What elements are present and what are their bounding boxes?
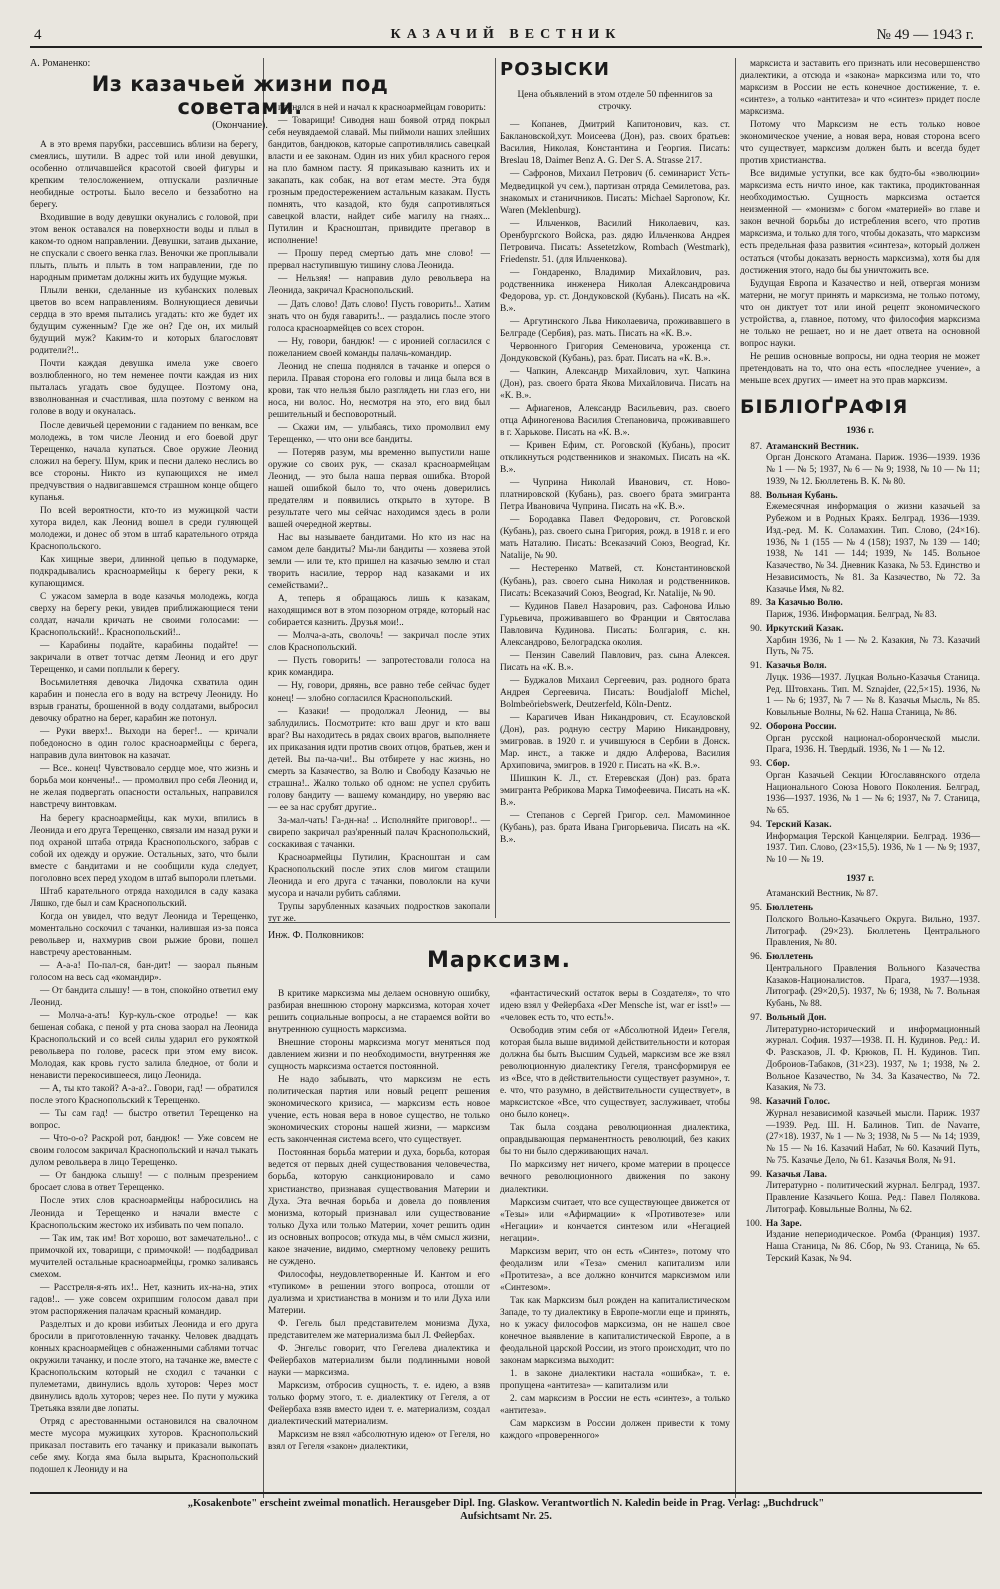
publication-description: Литературно - политический журнал. Белград, 1937. Правление Казачьего Коша. Ред.: Павел Полякова. Литограф. Ковыльные Волны, № 62. bbox=[766, 1181, 980, 1215]
bibliography-entry bbox=[740, 722, 980, 757]
bibliography-entry bbox=[740, 598, 980, 622]
bibliography-entry bbox=[740, 889, 980, 901]
marxism-paragraph: Ф. Энгельс говорит, что Гегелева диалектика и Фейербахов материализм были подлинными новой науки — марксизма. bbox=[268, 1343, 490, 1378]
bibliography-entry bbox=[740, 952, 980, 1011]
story-paragraph: После девичьей церемонии с гаданием по венкам, все молодежь, в том числе Леонид и его боевой друг Терещенко, начала купаться. Свое оружие Леонид сложил на берегу. Шум, крик и песни далеко неслись во все стороны. Никто из купающихся не имел предчувствия о надвигавшемся страшном конце общего купанья. bbox=[30, 420, 258, 503]
story-paragraph: Разделтых и до крови избитых Леонида и его друга бросили в приготовленную тачанку. Человек двадцать конных красноармейцев с обнаженными саблями тотчас окружили тачанку, и после этого, на тачанке же, вместе с Краснопольским который не сходил с тачанки с пулеметами, двинулись вдоль хуторов: Через мост двинулись вдоль хуторов; через нее. По пути у мужика Третьяка взяли две лопаты. bbox=[30, 1319, 258, 1414]
publication-description: Атаманский Вестник, № 87. bbox=[766, 889, 879, 900]
bibliography-year: 1936 г. bbox=[846, 425, 874, 437]
bibliography-entry bbox=[740, 442, 980, 489]
story-paragraph: Леонид не спеша поднялся в тачанке и оперся о перила. Правая сторона его головы и лица была вся в крови, так что нельзя было разглядеть ни глаз его, ни носа, ни волос. Но, несмотря на это, его вид был решительный и бесповоротный. bbox=[268, 361, 490, 420]
marxism-paragraph: марксиста и заставить его признать или несовершенство диалектики, а отсюда и «закона» марксизма или то, что марксизм в России не есть конечное достижение, т. е. «синтез», а только «антитеза» и что «синтез» придет после марксизма. bbox=[740, 59, 980, 118]
entry-text bbox=[766, 1013, 980, 1095]
publication-description: Орган Казачьей Секции Югославянского отдела Национального Союза Нового Поколения. Белград, 1936—1937. 1936, № 1 — № 6; 1937, № 7. Станица, № 65. bbox=[766, 770, 980, 817]
wanted-list bbox=[500, 119, 730, 846]
marxism-paragraph: По марксизму нет ничего, кроме материи в процессе вечного революционного движения по закону диалектики. bbox=[500, 1160, 730, 1195]
story-paragraph: — Ну, говори, бандюк! — с иронией согласился с пожеланием своей команды палачь-командир. bbox=[268, 336, 490, 359]
wanted-entry: — Нестеренко Матвей, ст. Константиновской (Кубань), раз. своего сына Николая и родственников. Писать: Всеказачий Союз, Beograd, Kr. Natalije, № 90. bbox=[500, 564, 730, 599]
story-paragraph: — Так им, так им! Вот хорошо, вот замечательно!.. с примочкой их, товарищи, с примочкой! — подбадривал мучителей остальные красноармейцы, громко заливаясь смехом. bbox=[30, 1233, 258, 1280]
publication-description: Ежемесячная информация о жизни казачьей за Рубежом и в Родных Краях. Белград. 1936—1939. Изд.-ред. М. К. Соламахин. Тип. Слово, (24×16). 1936, № 1 (155 — № 4 (158); 1937, № 139 — 140; 1938, № 141 — 144; 1939, № 145. Вольное Казачество, № 34. Дневник Казака, № 53. Единство и Независимость, № 81. За Казачество, № 72. За Казачье Имя, № 82. bbox=[766, 502, 980, 595]
marxism-paragraph: Внешние стороны марксизма могут меняться под давлением жизни и по необходимости, внутренняя же сущность марксизма остается постоянной. bbox=[268, 1038, 490, 1073]
marxism-paragraph: Ф. Гегель был представителем монизма Духа, представителем же материализма был Л. Фейербах. bbox=[268, 1318, 490, 1341]
story-paragraph: Почти каждая девушка имела уже своего возлюбленного, но тем неменее почти каждая из них пыталась угадать свое будущее. Поэтому она, взволнованная и счастливая, шла поэтому с венком на голове в воду и окуналась. bbox=[30, 359, 258, 418]
story-column-2 bbox=[268, 58, 490, 925]
imprint-line: „Kosakenbote" erscheint zweimal monatlich. Herausgeber Dipl. Ing. Glaskow. Verantwortlich N. Kaledin beide in Prag. Verlag: „Buchdruck" bbox=[187, 1498, 825, 1509]
story-paragraph: — Ну, говори, дряянь, все равно тебе сейчас будет конец! — злобно согласился Краснопольский. bbox=[268, 681, 490, 704]
story-title: Из казачьей жизни под советами. bbox=[91, 71, 389, 119]
publication-description: Орган Донского Атамана. Париж. 1936—1939. 1936 № 1 — № 5; 1937, № 6 — № 9; 1938, № 10 — № 11; 1939, № 12. Бюллетень В. К. № 80. bbox=[766, 453, 980, 487]
entry-text bbox=[766, 759, 980, 818]
bibliography-entry bbox=[740, 1013, 980, 1095]
publication-description: Центрального Правления Вольного Казачества Казаков-Националистов. Прага, 1937—1938. Литограф. (29×20,5). 1937, № 6; 1938, № 7. Вольная Кубань, № 88. bbox=[766, 963, 980, 1010]
story-paragraph: — Расстреля-я-ять их!.. Нет, казнить их-на-на, этих гадов!.. — уже совсем охрипшим голосом давал при этом распоряжения палачам красный командир. bbox=[30, 1282, 258, 1317]
entry-number: 97. bbox=[750, 1012, 762, 1023]
wanted-entry: — Чуприна Николай Иванович, ст. Ново-платнировской (Кубань), раз. своего брата эмигранта Петра Ивановича Чуприна. Писать на «К. В.». bbox=[500, 478, 730, 513]
bibliography-year: 1937 г. bbox=[846, 872, 874, 884]
bibliography-entry bbox=[740, 491, 980, 597]
story-paragraph: — Карабины подайте, карабины подайте! — закричали в ответ тотчас детям Леонид и его друг Терещенко, и сами поплыли к берегу. bbox=[30, 641, 258, 676]
entry-text bbox=[766, 598, 980, 622]
publication-name: Казачья Лава. bbox=[766, 1169, 827, 1180]
story-paragraph: — Руки вверх!.. Выходи на берег!.. — кричали победоносно в один голос красноармейцы с берега, направив дула винтовок на казачат. bbox=[30, 727, 258, 762]
wanted-entry: — Буджалов Михаил Сергеевич, раз. родного брата Андрея Сергеевича. Писать: Boudjaloff Michel, Bolmbeöriebswerk, Deutzerfeld, Köln-Dentz. bbox=[500, 675, 730, 710]
newspaper-name: КАЗАЧИЙ ВЕСТНИК bbox=[390, 27, 622, 42]
entry-number: 95. bbox=[750, 903, 762, 914]
entry-number: 89. bbox=[750, 598, 762, 609]
publication-name: Казачья Воля. bbox=[766, 661, 827, 672]
publication-name: Сбор. bbox=[766, 759, 790, 770]
marxism-continuation bbox=[740, 58, 980, 387]
column-rule bbox=[735, 58, 736, 1498]
marxism-paragraph: Марксизм верит, что он есть «Синтез», потому что феодализм или «Теза» сменил капитализм или «Протитеза», а все должно кончится марксизмом или «Синтезом». bbox=[500, 1246, 730, 1293]
bibliography-entry bbox=[740, 820, 980, 867]
marxism-paragraph: Не решив основные вопросы, ни одна теория не может претендовать на то, что она есть «последнее учение», а меньше всех других — имеет на это прав марксизм. bbox=[740, 351, 980, 386]
entry-number: 98. bbox=[750, 1097, 762, 1108]
marxism-paragraph: Марксизм, отбросив сущность, т. е. идею, а взяв только форму этого, т. е. диалектику от Гегеля, а от Фейербаха взяв вместо идеи т. е. материализм, создал диалектический материализм. bbox=[268, 1381, 490, 1428]
wanted-title: РОЗЫСКИ bbox=[500, 59, 610, 80]
entry-text bbox=[766, 889, 980, 901]
story-paragraph: — Что-о-о? Раскрой рот, бандюк! — Уже совсем не своим голосом закричал Краснопольский и начал тыкать дулом револьвера в лицо Терещенко. bbox=[30, 1134, 258, 1169]
story-paragraph: — А, ты кто такой? А-а-а?.. Говори, гад! — обратился после этого Краснопольский к Терещенко. bbox=[30, 1084, 258, 1107]
entry-text bbox=[766, 491, 980, 597]
wanted-entry: Червонного Григория Семеновича, уроженца ст. Дондуковской (Кубань), раз. брат. Писать на «К. В.». bbox=[500, 341, 730, 364]
marxism-byline: Инж. Ф. Полковников: bbox=[268, 930, 365, 941]
wanted-entry: — Сафронов, Михаил Петрович (б. семинарист Усть-Медведицкой уч сем.), партизан отряда Семилетова, раз. знакомых и станичников. Писать: Michael Sapronow, Kr. Waren (Meklenburg). bbox=[500, 169, 730, 216]
entry-text bbox=[766, 1219, 980, 1266]
publication-name: Вольный Дон. bbox=[766, 1012, 827, 1023]
marxism-paragraph: Так была создана революционная диалектика, оправдывающая перманентность революций, без каких бы то ни было сдерживающих начал. bbox=[500, 1123, 730, 1158]
entry-text bbox=[766, 722, 980, 757]
story-paragraph: Штаб карательного отряда находился в саду казака Ляшко, где был и сам Краснопольский. bbox=[30, 886, 258, 909]
story-paragraph: поднялся в ней и начал к красноармейцам говорить: bbox=[278, 103, 486, 113]
bibliography-entry bbox=[740, 1097, 980, 1168]
story-paragraph: За-мал-чать! Га-дн-на! .. Исполняйте приговор!.. — свирепо закричал раз'яренный палач Краснопольский, соскакивая с тачанки. bbox=[268, 815, 490, 850]
publication-description: Журнал независимой казачьей мысли. Париж. 1937—1939. Ред. Ш. Н. Балинов. Тип. de Navarre, (27×18). 1937, № 1 — № 3; 1938, № 5 — № 14; 1939, № 15 — № 16. Казачий Набат, № 60. Казачий Путь, № 75. Казачье Дело, № 61. Казачья Воля, № 91. bbox=[766, 1108, 980, 1166]
story-paragraph: — Дать слово! Дать слово! Пусть говорить!.. Хатим знать что он будя гаварить!.. — раздались после этого голоса красноармейцев со всех сторон. bbox=[268, 299, 490, 334]
story-paragraph: — Нельзяя! — направив дуло револьвера на Леонида, закричал Краснопольский. bbox=[268, 274, 490, 297]
marxism-paragraph: Философы, неудовлетворенные И. Кантом и его «тупиком» в решении этого вопроса, отошли от дуализма и христианства в монизм и то или Духа или Материи. bbox=[268, 1269, 490, 1316]
story-paragraph: — А-а-а! По-пал-ся, бан-дит! — заорал пьяным голосом на весь сад «командир». bbox=[30, 960, 258, 983]
entry-number: 100. bbox=[745, 1218, 762, 1229]
story-paragraph: — Казаки! — продолжал Леонид, — вы заблудились. Посмотрите: кто ваш друг и кто ваш враг? Вы находитесь в рядах своих врагов, выполняете их приказания идти против своих отцов, братьев, жен и детей. Вы па-ча-чи!.. Вы отбирете у нас жизнь, но смерть за Казачество, за Волю и Свободу Казачью не страшна!.. Жалко только об одном: не успел срубить голову бандиту — вашему командиру, но уверяю вас — ее за нас срубят другие.. bbox=[268, 706, 490, 813]
entry-number: 94. bbox=[750, 819, 762, 830]
story-paragraph: По всей вероятности, кто-то из мужицкой части хутора видел, как Леонид вошел в среди гуляющей молодежи, и донес об этом в штаб карательного отряда Краснопольского. bbox=[30, 505, 258, 552]
bibliography-entry bbox=[740, 661, 980, 720]
publication-description: Литературно-исторический и информационный журнал. София. 1937—1938. П. Н. Кудинов. Ред.: И. Ф. Разсказов, Л. Ф. Крюков, П. Н. Кудинов. Тип. Доброиов-Табаков, (31×23). 1937, № 1; 1938, № 2. Вольное Казачество, № 34. За Казачество, № 72. Казакия, № 73. bbox=[766, 1024, 980, 1094]
wanted-entry: — Пензин Савелий Павлович, раз. сына Алексея. Писать на «К. В.». bbox=[500, 650, 730, 673]
entry-text bbox=[766, 442, 980, 489]
entry-number: 88. bbox=[750, 490, 762, 501]
publication-description: Полского Вольно-Казачьего Округа. Вильно, 1937. Литограф. (29×23). Бюллетень Центрального Правления, № 80. bbox=[766, 914, 980, 949]
entry-text bbox=[766, 820, 980, 867]
story-paragraph: Как хищные звери, длинной цепью в подумарке, подкрадывались красноармейцы к берегу реки, к купающимся. bbox=[30, 554, 258, 589]
wanted-entry: — Копанев, Дмитрий Капитонович, каз. ст. Баклановской,хут. Моисеева (Дон), раз. своих братьев: Василия, Николая, Константина и Георгия. Писать: Breslau 18, Daimer Benz A. G. Der S. A. Strasse 217. bbox=[500, 120, 730, 167]
entry-text bbox=[766, 661, 980, 720]
imprint-footer bbox=[30, 1492, 982, 1523]
wanted-entry: Шишкин К. Л., ст. Етеревская (Дон) раз. брата эмигранта Ребрикова Марка Тимофеевича. Писать на «К. В.». bbox=[500, 774, 730, 809]
entry-text bbox=[766, 1097, 980, 1168]
marxism-column-2 bbox=[500, 988, 730, 1498]
marxism-paragraph: Марксизм не взял «абсолютную идею» от Гегеля, но взял от Гегеля «закон» диалектики, bbox=[268, 1430, 490, 1453]
marxism-paragraph: Сам марксизм в России должен привести к тому каждого «проверенного» bbox=[500, 1419, 730, 1442]
right-column bbox=[740, 58, 980, 1498]
story-paragraph: — Скажи им, — улыбаясь, тихо промолвил ему Терещенко, — что они все бандиты. bbox=[268, 422, 490, 445]
entry-number: 87. bbox=[750, 441, 762, 452]
page-number: 4 bbox=[34, 27, 42, 43]
marxism-paragraph: 2. сам марксизм в России не есть «синтез», а только «антитеза». bbox=[500, 1394, 730, 1417]
story-paragraph: После этих слов красноармейцы набросились на Леонида и Терещенко и начали вместе с Краснопольским жестоко их избивать по чем попало. bbox=[30, 1196, 258, 1231]
wanted-entry: — Бородавка Павел Федорович, ст. Роговской (Кубань), раз. своего сына Григория, рожд. в 1918 г. и его мать Наталию. Писать: Всеказачий Союз, Beograd, Kr. Natalije, № 90. bbox=[500, 515, 730, 562]
story-paragraph: Когда он увидел, что ведут Леонида и Терещенко, моментально соскочил с тачанки, налившая из-за пояса револьвер и, нахмурив свои рыжие брови, пошел навстречу арестованным. bbox=[30, 911, 258, 958]
entry-number bbox=[740, 889, 766, 901]
wanted-entry: — Карагичев Иван Никандрович, ст. Есауловской (Дон), раз. родную сестру Марию Никандровну, эмигровав. в 1920 г. и учившуюся в Сербии в Донск. Мар. инст., а также и дядю Алферова, Василия Архиповича, эмигров. в 1920 г. Писать на «К. В.». bbox=[500, 712, 730, 771]
marxism-paragraph: Так как Марксизм был рожден на капиталистическом Западе, то ту диалектику в Европе-могли еще и принять, но к ужасу философов марксизма, он не нашел свое конечное выявление в капиталистической Европе, а в феодальной царской России, из этого происходит, что по законам марксизма выходит: bbox=[500, 1295, 730, 1366]
marxism-paragraph: Освободив этим себя от «Абсолютной Идеи» Гегеля, которая была выше видимой действительности и которая должна бы быть Высшим Судьей, марксизм все же взял революционную диалектику Гегеля, трансформируя ее из «Все, что в действительности существует разумно», т. е. что, что разумно, в действительности существует», в марксистское «Все, что существует, заслуживает, чтобы оно было конец». bbox=[500, 1026, 730, 1121]
masthead bbox=[30, 26, 982, 48]
story-paragraph: Красноармейцы Путилин, Красноштан и сам Краснопольский после этих слов мигом стащили Леонида и его друга с тачанки, поволокли на кучи мусора и начали рубить саблями. bbox=[268, 852, 490, 899]
story-paragraph: — Товарищи! Сиводня наш боявой отряд покрыл себя неувядаемой славай. Мы пиймоли наших злейших бандитов, бандюков, каторые сапротивлялись савецкай власти и ее законам. Один из них убил красного героя на пло бамном пасту. Я приказываю казнить их и закапать, как собак, на вот етам месте. Эта будя грозным предостережением астальным казакам. Пусть помнять, что казадой, кто будя сапротивляться савецкой власти, найдет сибе магилу на гнаях... Путилин и Красноштан, привидите прегавор в исполнение! bbox=[268, 116, 490, 247]
story-text bbox=[30, 139, 258, 1476]
publication-name: Терский Казак. bbox=[766, 819, 832, 830]
bibliography-entry bbox=[740, 759, 980, 818]
bibliography-entry bbox=[740, 1170, 980, 1217]
story-paragraph: — От бандюка слышу! — с полным презрением бросает слова в ответ Терещенко. bbox=[30, 1171, 258, 1194]
story-paragraph: Отряд с арестованными остановился на свалочном месте мусора мужицких хуторов. Краснопольский приказал поставить его тачанку и приказали выкопать себе яму. Когда яма была вырыта, Краснопольский подошел к Леониду и на bbox=[30, 1417, 258, 1476]
column-rule bbox=[495, 58, 496, 918]
wanted-price-note: Цена объявлений в этом отделе 50 пфеннигов за строчку. bbox=[517, 90, 713, 113]
story-paragraph: А в это время парубки, рассевшись вблизи на берегу, смеялись, шутили. В адрес той или иной девушки, особенно отличавшейся красотой своей фигуры и крепким телосложением, отпускали различные необидные остроты. Было весело и беззаботно на берегу. bbox=[30, 139, 258, 210]
story-paragraph: С ужасом замерла в воде казачья молодежь, когда сверху на берегу реки, увидев приближающиеся тени солдат, начали кричать не своими голосами: — Краснопольский!.. Краснопольский!.. bbox=[30, 591, 258, 639]
marxism-paragraph: Постоянная борьба материи и духа, борьба, которая ведется от первых дней существования человечества, борьба, которую санкционировало и само христианство, признавая существования Материи и Духа. Эта вечная борьба и довела до появления монизма, который признавал или существование только Духа или только Материи, хочет решить один из основных вопросов; откуда мы, в чём смысл жизни, какое значение, видимо, смертному человеку решить не суждено. bbox=[268, 1148, 490, 1267]
publication-name: Казачий Голос. bbox=[766, 1097, 831, 1108]
story-paragraph: Плыли венки, сделанные из кубанских полевых цветов во всем направлениям. Волнующиеся девичьи сердца в это время пытались угадать: кто же будет их будущим суженным? Где же он? Где он, их милый будущий муж? Каким-то и которых благословят родители?!.. bbox=[30, 286, 258, 357]
wanted-entry: — Аргутинского Льва Николаевича, проживавшего в Белграде (Сербия), раз. мать. Писать на «К. В.». bbox=[500, 316, 730, 339]
story-paragraph: — Молча-а-ать! Кур-куль-ское отродье! — как бешеная собака, с пеной у рта снова заорал на Леонида Краснопольский и со всей силы ударил его рукояткой револьвера по голове, расеск при этом ему висок. Молодая, как кровь густо залила бледное, от боли и ненависти перекосившееся, лицо Леонида. bbox=[30, 1011, 258, 1082]
story-paragraph: — Ты сам гад! — быстро ответил Терещенко на вопрос. bbox=[30, 1109, 258, 1132]
story-paragraph: А, теперь я обращаюсь лишь к казакам, находящимся вот в этом позорном отряде, который нас собирается казнить. Друзья мои!.. bbox=[268, 594, 490, 629]
wanted-column bbox=[500, 58, 730, 918]
bibliography-entry bbox=[740, 1219, 980, 1266]
publication-description: Харбин 1936, № 1 — № 2. Казакия, № 73. Казачий Путь, № 75. bbox=[766, 635, 980, 658]
bibliography-title: БІБЛІОҐРАФІЯ bbox=[740, 395, 909, 418]
story-paragraph: — Потеряв разум, мы временно выпустили наше оружие со своих рук, — сказал красноармейцам Леонид, — это была наша первая ошибка. Второй нашей ошибкой было то, что очень доверились предателям и появились открыто в хуторе. В результате чего мы сейчас находимся здесь в роли вашей очередной жертвы. bbox=[268, 447, 490, 531]
marxism-paragraph: Марксизм считает, что все существующее движется от «Тезы» или «Афирмации» к «Противотезе» или «Негации» и кончается синтезом или «Негацией негации». bbox=[500, 1197, 730, 1244]
story-text bbox=[268, 102, 490, 925]
publication-description: Издание непериодическое. Ромба (Франция) 1937. Наша Станица, № 86. Сбор, № 93. Станица, № 65. Терский Казак, № 94. bbox=[766, 1230, 980, 1264]
story-paragraph: — Пусть говорить! — запротестовали голоса на крик командира. bbox=[268, 656, 490, 679]
wanted-entry: — Афиагенов, Александр Васильевич, раз. своего отца Афиногенова Василия Степановича, проживавшего в г. Харькове. Писать на «К. В.». bbox=[500, 404, 730, 439]
imprint-line: Aufsichtsamt Nr. 25. bbox=[460, 1511, 552, 1523]
story-paragraph: — Все.. конец! Чувствовало сердце мое, что жизнь и борьба мои кончены!.. — промолвил про себя Леонид и, не желая подвергать опасности остальных, направился навстречу винтовкам. bbox=[30, 764, 258, 811]
columns bbox=[30, 58, 982, 1498]
wanted-entry: — Кривен Ефим, ст. Роговской (Кубань), просит откликнуться родственников и знакомых. Писать на «К. В.». bbox=[500, 441, 730, 476]
story-paragraph: Восьмилетняя девочка Лидочка схватила один карабин и понесла его в воду на встречу Леониду. Но взрыв гранаты, брошенной в воду солдатами, выбросил девочку обратно на берег, карабин же потонул. bbox=[30, 678, 258, 725]
publication-description: Луцк. 1936—1937. Луцкая Вольно-Казачья Станица. Ред. Штовхань. Тип. M. Sznajder, (22,5×15). 1936, № 1 — № 6; 1937, № 7 — № 8. Казачья Мысль, № 85. Ковыльные Волны, № 62. Наша Станица, № 86. bbox=[766, 672, 980, 719]
story-paragraph: На берегу красноармейцы, как мухи, впились в Леонида и его друга Терещенко, связали им назад руки и под охраной штаба отряда Краснопольского, забрав с собой их одежду и оружие. Остальных, зато, что были вместе с бандитами и не сообщили куда следует, поголовно всех перед уходом в штаб выпороли плетьми. bbox=[30, 813, 258, 884]
story-paragraph: Трупы зарубленных казачьих подростков закопали тут же. bbox=[268, 902, 490, 925]
wanted-entry: — Чапкин, Александр Михайлович, хут. Чапкина (Дон), раз. своего брата Якова Михайловича. Писать на «К. В.». bbox=[500, 366, 730, 402]
publication-name: Вольная Кубань. bbox=[766, 490, 838, 501]
publication-name: За Казачью Волю. bbox=[766, 598, 843, 609]
entry-number: 90. bbox=[750, 623, 762, 634]
entry-text bbox=[766, 903, 980, 950]
marxism-column-1 bbox=[268, 988, 490, 1498]
entry-number: 96. bbox=[750, 952, 762, 963]
marxism-title: Марксизм. bbox=[427, 948, 571, 973]
marxism-article bbox=[268, 930, 730, 1498]
story-paragraph: — От бандита слышу! — в тон, спокойно ответил ему Леонид. bbox=[30, 985, 258, 1008]
story-subtitle: (Окончание). bbox=[212, 119, 268, 131]
publication-name: На Заре. bbox=[766, 1218, 802, 1229]
story-byline: А. Романенко: bbox=[30, 58, 91, 69]
story-paragraph: — Молча-а-ать, сволочь! — закричал после этих слов Краснопольский. bbox=[268, 631, 490, 654]
publication-name: Иркутский Казак. bbox=[766, 623, 844, 634]
entry-number: 99. bbox=[750, 1169, 762, 1180]
entry-number: 92. bbox=[750, 721, 762, 732]
publication-description: Информация Терской Канцелярии. Белград. 1936—1937. Тип. Слово, (23×15,5). 1936, № 1 — № 9; 1937, № 10 — № 19. bbox=[766, 831, 980, 866]
column-rule bbox=[263, 58, 264, 1498]
marxism-paragraph: Не надо забывать, что марксизм не есть политическая партия или новый рецепт решения экономического кризиса, — марксизм есть новое учение, есть новая вера в новое существо, не только экономических стороны нашей жизни, — марксизм есть законченная система всего, что существует. bbox=[268, 1075, 490, 1146]
marxism-paragraph: Потому что Марксизм не есть только новое экономическое учение, а новая вера, новая сторона всего что существует, марксизм должен быть и всегда будет против христианства. bbox=[740, 120, 980, 167]
wanted-entry: — Степанов с Сергей Григор. сел. Мамоминное (Кубань), раз. брата Ивана Григорьевича. Писать на «К. В.». bbox=[500, 811, 730, 846]
entry-text bbox=[766, 952, 980, 1011]
bibliography-entry bbox=[740, 624, 980, 659]
publication-description: Орган русской национал-оборонческой мысли. Прага, 1936. Н. Твердый. 1936, № 1 — № 12. bbox=[766, 733, 980, 756]
publication-name: Оборона России. bbox=[766, 721, 837, 732]
publication-name: Бюллетень bbox=[766, 903, 813, 914]
wanted-entry: — Гондаренко, Владимир Михайлович, раз. родственника инженера Николая Александровича Федорова, ур. ст. Дондуковской (Кубань). Писать на «К. В.». bbox=[500, 267, 730, 314]
marxism-paragraph: 1. в законе диалектики настала «ошибка», т. е. пропущена «антитеза» — капитализм или bbox=[500, 1368, 730, 1391]
bibliography-list bbox=[740, 425, 980, 1266]
publication-name: Атаманский Вестник. bbox=[766, 441, 859, 452]
entry-text bbox=[766, 1170, 980, 1217]
bibliography-entry bbox=[740, 903, 980, 950]
entry-text bbox=[766, 624, 980, 659]
entry-number: 91. bbox=[750, 661, 762, 672]
marxism-paragraph: Будущая Европа и Казачество и ней, отвергая монизм матерни, не могут принять и марксизма, не только потому, что он диктует тот или иной рецепт экономического устройства, а, главное, потому, что философия марксизма не только не решает, но и не дает ответа на основной вопрос науки. bbox=[740, 278, 980, 349]
story-paragraph: — Прошу перед смертью дать мне слово! — прервал наступившую тишину слова Леонида. bbox=[268, 249, 490, 272]
story-paragraph: Нас вы называете бандитами. Но кто из нас на самом деле бандиты? Мы-ли бандиты — хозяева этой земли — или те, кто пришел на казачью землю и стал творить насилие, террор над казаками и их семействами?.. bbox=[268, 533, 490, 592]
publication-name: Бюллетень bbox=[766, 952, 813, 963]
issue-number: № 49 — 1943 г. bbox=[876, 27, 974, 43]
marxism-paragraph: «фантастический остаток веры в Создателя», то что идею взял у Фейербаха «Der Mensche ist, war er isst!» — «человек есть то, что есть!». bbox=[500, 989, 730, 1024]
wanted-entry: — Ильченков, Василий Николаевич, каз. Оренбургского Войска, раз. дядю Ильченкова Андрея Петровича. Писать: Assetetzkow, Rombach (Westmark), Friedenstr. 51. (для Ильченкова). bbox=[500, 218, 730, 265]
marxism-paragraph: Все видимые уступки, все как будто-бы «эволюции» марксизма есть ничто иное, как тактика, продиктованная необходимостью. Сущность марксизма остается неизменной — «монизм» с богом «материей» во главе и закон вечной борьбы до истребления всего, что против марксизма, и только для того, чтобы доказать, что марксизм есть предельная фаза развития «синтеза», который должен остаться (чтобы доказать верность марксизма), хотя бы для достижения этого, надо бы бы уничтожить все. bbox=[740, 169, 980, 276]
publication-description: Париж, 1936. Информация. Белград, № 83. bbox=[766, 610, 937, 621]
marxism-paragraph: В критике марксизма мы делаем основную ошибку, разбирая внешнюю сторону марксизма, которая хочет решить социальные вопросы, а не стараемся войти во внутреннюю сущность марксизма. bbox=[268, 989, 490, 1036]
entry-number: 93. bbox=[750, 759, 762, 770]
wanted-entry: — Кудинов Павел Назарович, раз. Сафонова Илью Гурьевича, проживавшего во Франции и Святослава Павловича Кудинова. Писать: Болгария, с. кн. Александрово, Белоградска околия. bbox=[500, 601, 730, 648]
story-paragraph: Входившие в воду девушки окунались с головой, при этом венок оставался на поверхности воды и плыл в каком-то одном направлении. Девушки, затаив дыхание, не спускали с своего венка глаз. Веночки же проплывали плыть, плыть и плыть в том направлении, где по народным приметам должны жить их будущие мужья. bbox=[30, 212, 258, 284]
